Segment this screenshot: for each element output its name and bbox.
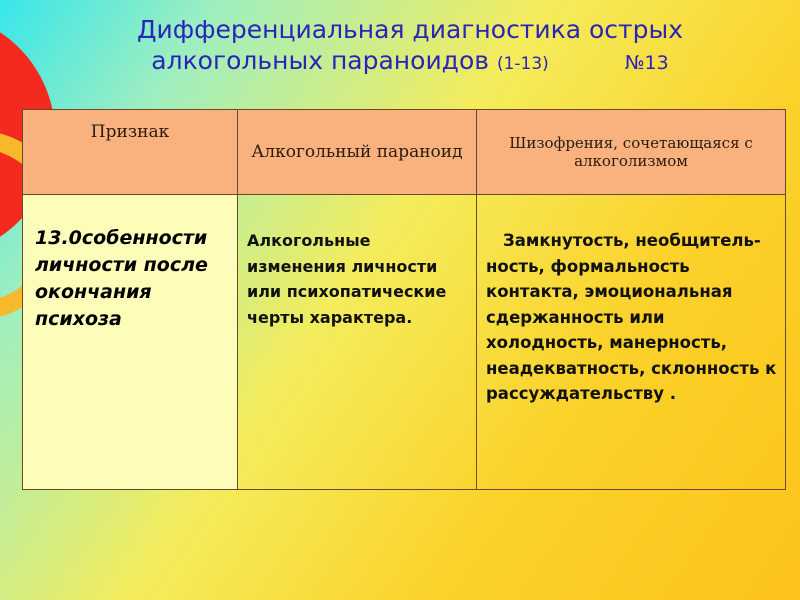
cell-schizophrenia bbox=[477, 195, 786, 490]
table-header-row bbox=[23, 110, 786, 195]
title-range: (1-13) bbox=[496, 54, 549, 74]
cell-sign-text: 13.0собенности личности после окончания психоза bbox=[35, 227, 208, 330]
header-schizophrenia: Шизофрения, сочетающаяся с алкоголизмом bbox=[477, 110, 786, 195]
title-line-2 bbox=[60, 45, 760, 80]
slide-number: №13 bbox=[624, 52, 669, 74]
cell-schizophrenia-wrap bbox=[477, 195, 785, 407]
cell-sign bbox=[23, 195, 238, 490]
cell-schizophrenia-text: Замкнутость, необщитель-ность, формальность контакта, эмоциональная сдержанность или холодность, манерность, неадекватность, склонность к рассуждательству . bbox=[486, 231, 777, 403]
header-alcoholic-paranoid: Алкогольный параноид bbox=[238, 110, 477, 195]
cell-alcoholic-paranoid bbox=[238, 195, 477, 490]
slide-title bbox=[60, 14, 760, 80]
cell-alcoholic-paranoid-text: Алкогольные изменения личности или психопатические черты характера. bbox=[247, 231, 447, 327]
title-line-1: Дифференциальная диагностика острых bbox=[136, 15, 683, 44]
table-row bbox=[23, 195, 786, 490]
title-line-2-text: алкогольных параноидов bbox=[151, 46, 490, 75]
header-sign: Признак bbox=[23, 110, 238, 195]
diagnosis-table bbox=[22, 109, 786, 490]
